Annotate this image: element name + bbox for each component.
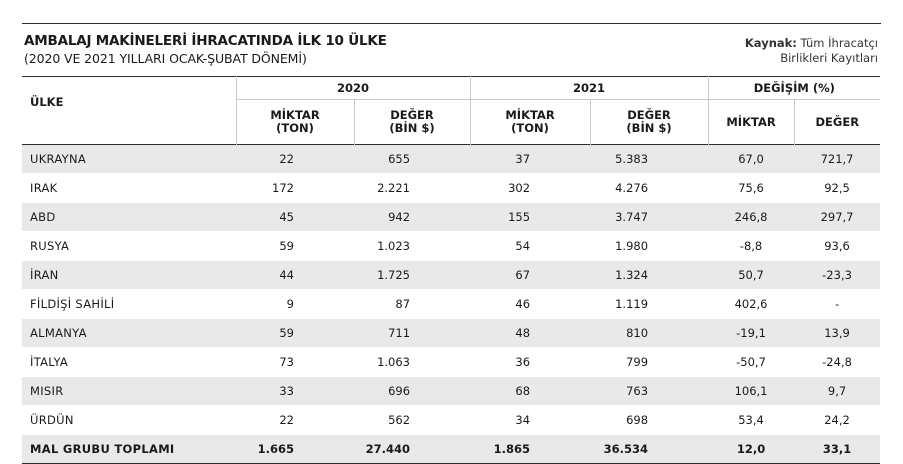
table-header — [22, 77, 880, 145]
cell-qty-2021: 36 — [470, 348, 590, 377]
header-change-val: DEĞER — [815, 114, 860, 129]
table-row — [22, 174, 880, 203]
cell-val-2021: 698 — [590, 406, 708, 435]
cell-change-val: 92,5 — [794, 174, 880, 203]
header-qty-2020 — [236, 100, 354, 145]
header-country: ÜLKE — [30, 95, 64, 109]
cell-change-qty: 246,8 — [708, 203, 794, 232]
table-body — [22, 145, 880, 464]
table-row — [22, 319, 880, 348]
cell-country: MISIR — [22, 377, 236, 406]
qty-label: MİKTAR — [505, 108, 555, 122]
source-line-1: Tüm İhracatçı — [800, 36, 878, 50]
cell-val-2020: 1.063 — [354, 348, 470, 377]
cell-qty-2020: 9 — [236, 290, 354, 319]
table-row — [22, 406, 880, 435]
cell-qty-2021: 48 — [470, 319, 590, 348]
cell-country: FİLDİŞİ SAHİLİ — [22, 290, 236, 319]
cell-change-val: -24,8 — [794, 348, 880, 377]
top-rule — [22, 23, 881, 24]
val-label: DEĞER — [627, 108, 671, 122]
cell-qty-2021: 68 — [470, 377, 590, 406]
header-val-2020 — [354, 100, 470, 145]
source-line-2: Birlikleri Kayıtları — [780, 51, 878, 65]
cell-val-2021: 1.324 — [590, 261, 708, 290]
cell-val-2020: 1.725 — [354, 261, 470, 290]
cell-country: UKRAYNA — [22, 145, 236, 174]
cell-change-qty: 106,1 — [708, 377, 794, 406]
cell-qty-2021: 155 — [470, 203, 590, 232]
cell-qty-2020: 172 — [236, 174, 354, 203]
header-qty-2021 — [470, 100, 590, 145]
qty-unit: (TON) — [276, 121, 314, 135]
cell-val-2021: 3.747 — [590, 203, 708, 232]
cell-val-2021: 810 — [590, 319, 708, 348]
cell-change-qty: -8,8 — [708, 232, 794, 261]
table-row — [22, 290, 880, 319]
cell-country: ÜRDÜN — [22, 406, 236, 435]
val-unit: (BİN $) — [626, 121, 672, 135]
cell-qty-2020: 22 — [236, 406, 354, 435]
cell-val-2021: 4.276 — [590, 174, 708, 203]
cell-qty-2020: 44 — [236, 261, 354, 290]
cell-val-2020: 696 — [354, 377, 470, 406]
cell-val-2021: 5.383 — [590, 145, 708, 174]
table-row — [22, 232, 880, 261]
table-row — [22, 377, 880, 406]
table-subtitle: (2020 VE 2021 YILLARI OCAK-ŞUBAT DÖNEMİ) — [24, 51, 307, 66]
cell-change-qty: 50,7 — [708, 261, 794, 290]
cell-qty-2021: 37 — [470, 145, 590, 174]
cell-country: MAL GRUBU TOPLAMI — [22, 435, 236, 464]
cell-qty-2021: 34 — [470, 406, 590, 435]
cell-change-val: 297,7 — [794, 203, 880, 232]
cell-qty-2020: 1.665 — [236, 435, 354, 464]
cell-change-qty: -19,1 — [708, 319, 794, 348]
cell-qty-2021: 67 — [470, 261, 590, 290]
header-val-2021 — [590, 100, 708, 145]
cell-country: İTALYA — [22, 348, 236, 377]
cell-change-qty: 75,6 — [708, 174, 794, 203]
cell-qty-2021: 1.865 — [470, 435, 590, 464]
cell-country: ABD — [22, 203, 236, 232]
cell-qty-2021: 302 — [470, 174, 590, 203]
cell-change-val: 93,6 — [794, 232, 880, 261]
cell-val-2021: 1.980 — [590, 232, 708, 261]
cell-country: ALMANYA — [22, 319, 236, 348]
header-change: DEĞİŞİM (%) — [708, 77, 880, 100]
header-year-2021: 2021 — [470, 77, 708, 100]
cell-change-val: 13,9 — [794, 319, 880, 348]
cell-qty-2021: 54 — [470, 232, 590, 261]
qty-unit: (TON) — [511, 121, 549, 135]
cell-change-qty: 67,0 — [708, 145, 794, 174]
cell-val-2021: 36.534 — [590, 435, 708, 464]
table-title: AMBALAJ MAKİNELERİ İHRACATINDA İLK 10 ÜLKE — [24, 33, 387, 49]
cell-change-qty: -50,7 — [708, 348, 794, 377]
cell-change-val: 9,7 — [794, 377, 880, 406]
table-row — [22, 203, 880, 232]
header-change-qty: MİKTAR — [708, 100, 794, 145]
qty-label: MİKTAR — [270, 108, 320, 122]
cell-val-2020: 27.440 — [354, 435, 470, 464]
header-year-2020: 2020 — [236, 77, 470, 100]
cell-qty-2020: 59 — [236, 319, 354, 348]
source-note — [658, 36, 878, 66]
cell-change-val: 721,7 — [794, 145, 880, 174]
cell-qty-2020: 59 — [236, 232, 354, 261]
cell-val-2020: 942 — [354, 203, 470, 232]
cell-country: IRAK — [22, 174, 236, 203]
val-unit: (BİN $) — [389, 121, 435, 135]
cell-country: İRAN — [22, 261, 236, 290]
cell-val-2020: 562 — [354, 406, 470, 435]
cell-change-qty: 12,0 — [708, 435, 794, 464]
table-row — [22, 348, 880, 377]
source-label: Kaynak: — [744, 36, 797, 50]
cell-qty-2020: 73 — [236, 348, 354, 377]
cell-change-qty: 53,4 — [708, 406, 794, 435]
cell-change-val: - — [794, 290, 880, 319]
table-row — [22, 145, 880, 174]
cell-qty-2021: 46 — [470, 290, 590, 319]
table-row — [22, 261, 880, 290]
cell-val-2021: 1.119 — [590, 290, 708, 319]
export-table — [22, 76, 880, 464]
cell-val-2021: 763 — [590, 377, 708, 406]
cell-val-2020: 2.221 — [354, 174, 470, 203]
val-label: DEĞER — [390, 108, 434, 122]
cell-val-2020: 711 — [354, 319, 470, 348]
cell-change-val: -23,3 — [794, 261, 880, 290]
cell-country: RUSYA — [22, 232, 236, 261]
cell-val-2020: 87 — [354, 290, 470, 319]
cell-val-2021: 799 — [590, 348, 708, 377]
cell-change-val: 33,1 — [794, 435, 880, 464]
cell-qty-2020: 22 — [236, 145, 354, 174]
cell-change-val: 24,2 — [794, 406, 880, 435]
cell-val-2020: 1.023 — [354, 232, 470, 261]
cell-val-2020: 655 — [354, 145, 470, 174]
cell-change-qty: 402,6 — [708, 290, 794, 319]
cell-qty-2020: 45 — [236, 203, 354, 232]
cell-qty-2020: 33 — [236, 377, 354, 406]
total-row — [22, 435, 880, 464]
